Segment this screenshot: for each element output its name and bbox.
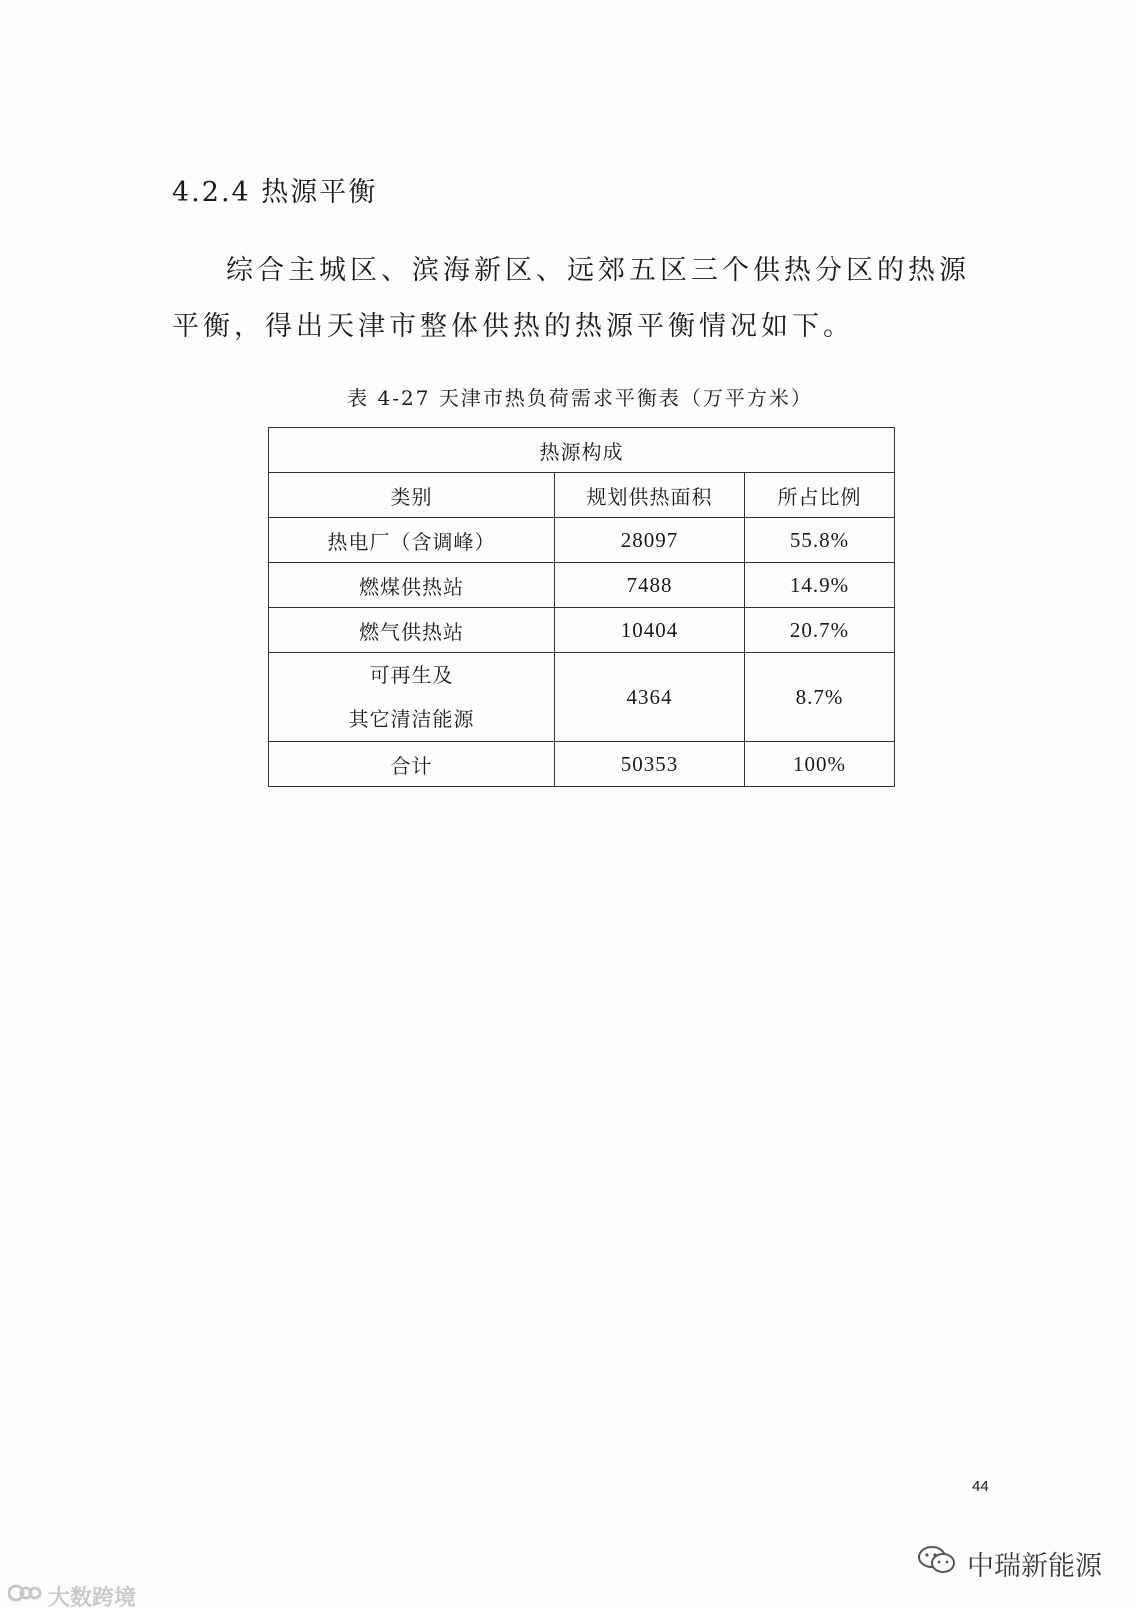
cell-category: 燃煤供热站	[269, 563, 555, 608]
column-header-ratio: 所占比例	[745, 473, 895, 518]
logo-icon	[8, 1580, 42, 1612]
cell-category	[269, 653, 555, 742]
watermark-right	[917, 1544, 1102, 1583]
heat-balance-table	[268, 427, 895, 787]
watermark-right-text: 中瑞新能源	[967, 1551, 1102, 1582]
table-row	[269, 563, 895, 608]
cell-ratio: 20.7%	[745, 608, 895, 653]
cell-category-line2: 其它清洁能源	[348, 707, 475, 731]
cell-category: 合计	[269, 742, 555, 787]
cell-ratio: 55.8%	[745, 518, 895, 563]
table-row	[269, 653, 895, 742]
cell-category: 热电厂（含调峰）	[269, 518, 555, 563]
table-group-header: 热源构成	[269, 428, 895, 473]
cell-category: 燃气供热站	[269, 608, 555, 653]
watermark-left	[8, 1580, 136, 1612]
wechat-icon	[917, 1544, 957, 1583]
cell-ratio: 100%	[745, 742, 895, 787]
column-header-area: 规划供热面积	[555, 473, 745, 518]
watermark-left-text: 大数跨境	[48, 1585, 137, 1611]
table-row	[269, 518, 895, 563]
cell-area: 7488	[555, 563, 745, 608]
body-paragraph: 综合主城区、滨海新区、远郊五区三个供热分区的热源平衡，得出天津市整体供热的热源平衡情况如下。	[172, 255, 970, 342]
cell-area: 28097	[555, 518, 745, 563]
cell-area: 4364	[555, 653, 745, 742]
table-total-row	[269, 742, 895, 787]
page-number: 44	[972, 1478, 989, 1495]
section-heading: 4.2.4 热源平衡	[172, 177, 378, 208]
column-header-category: 类别	[269, 473, 555, 518]
table-row	[269, 608, 895, 653]
cell-area: 10404	[555, 608, 745, 653]
cell-ratio: 8.7%	[745, 653, 895, 742]
cell-area: 50353	[555, 742, 745, 787]
table-caption: 表 4-27 天津市热负荷需求平衡表（万平方米）	[347, 386, 813, 410]
table-header-row	[269, 473, 895, 518]
table-group-header-row	[269, 428, 895, 473]
cell-ratio: 14.9%	[745, 563, 895, 608]
cell-category-line1: 可再生及	[369, 663, 454, 687]
